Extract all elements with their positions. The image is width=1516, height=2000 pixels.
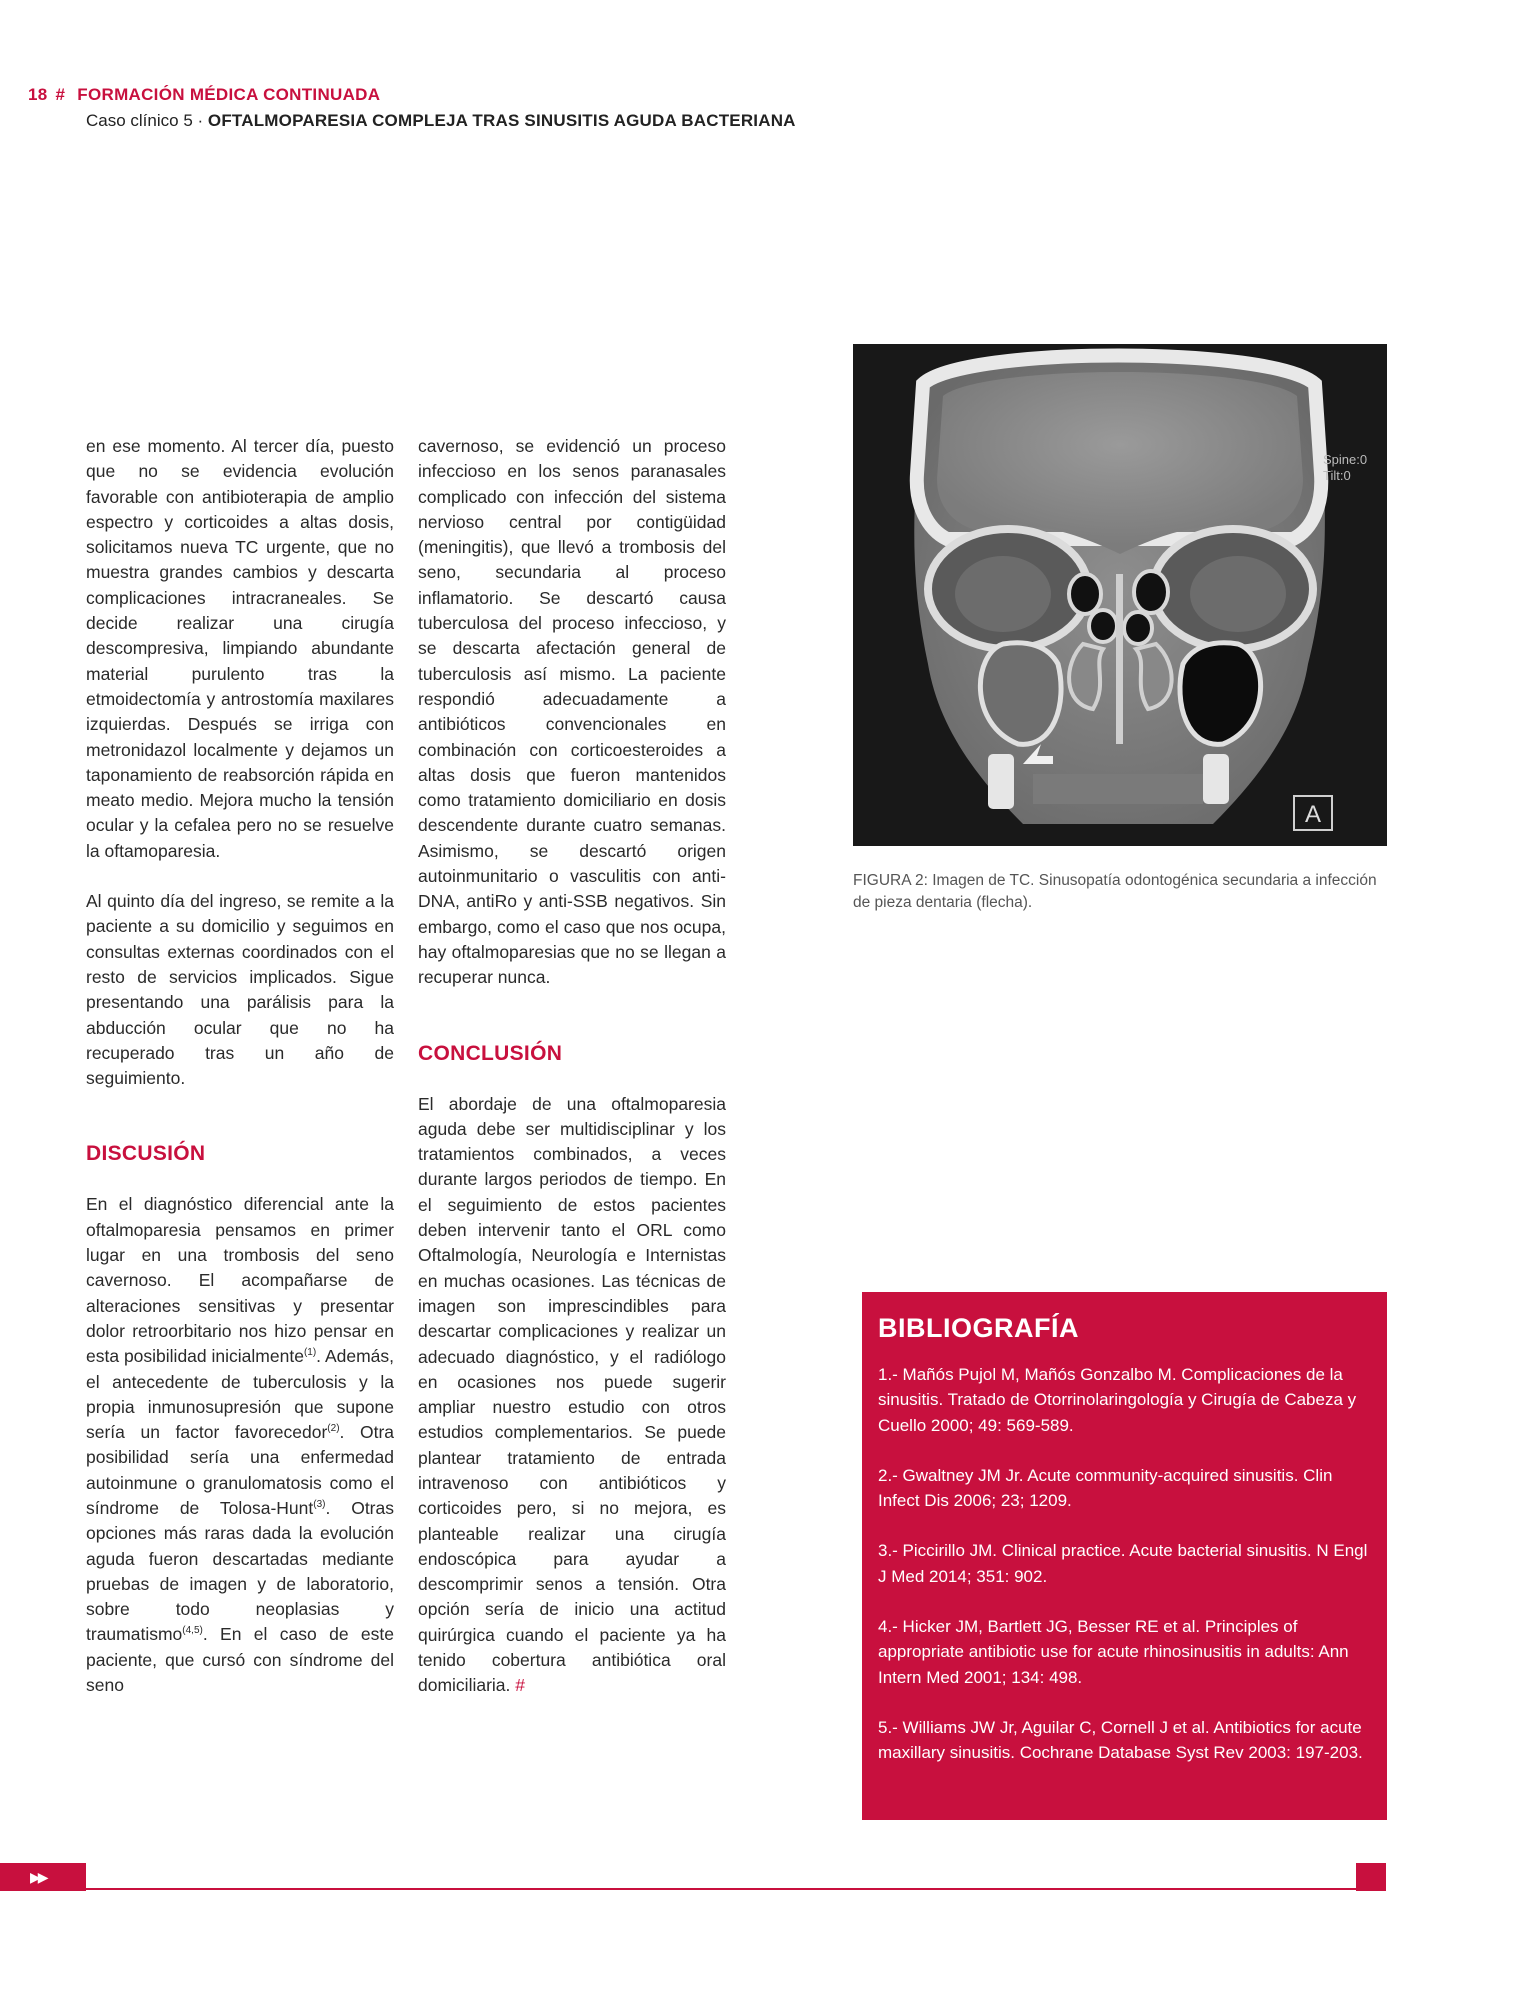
text-column-2 (418, 434, 726, 1699)
text-column-1 (86, 434, 394, 1698)
page-number: 18 (28, 85, 48, 104)
conclusion-paragraph (418, 1092, 726, 1699)
header-case-line (86, 110, 1228, 132)
running-header (28, 84, 1228, 132)
text-run: El abordaje de una oftalmoparesia aguda debe ser multidisciplinar y los tratamientos combinados, a veces durante largos periodos de tiempo. En el seguimiento de estos pacientes deben intervenir tanto el ORL como Oftalmología, Neurología e Internistas en muchas ocasiones. Las técnicas de imagen son imprescindibles para descartar complicaciones y realizar un adecuado diagnóstico, y el radiólogo en ocasiones nos puede sugerir ampliar nuestro estudio con otros estudios complementarios. Se puede plantear tratamiento de entrada intravenoso con antibióticos y corticoides pero, si no mejora, es planteable realizar una cirugía endoscópica para ayudar a descomprimir senos a tensión. Otra opción sería de inicio una actitud quirúrgica cuando el paciente ya ha tenido cobertura antibiótica oral domiciliaria. (418, 1093, 726, 1696)
forward-arrows-icon: ▶▶ (30, 1869, 46, 1885)
text-run: . Otra posibilidad sería una enfermedad autoinmune o granulomatosis como el síndrome de Tolosa-Hunt (86, 1422, 395, 1518)
text-run: . En el caso de este paciente, que cursó con síndrome del seno (86, 1624, 394, 1696)
conclusion-heading: CONCLUSIÓN (418, 1041, 563, 1065)
footer-rule (86, 1888, 1356, 1890)
ct-scan-image (853, 344, 1387, 846)
citation: (3) (313, 1499, 326, 1511)
bibliography-entry: 2.- Gwaltney JM Jr. Acute community-acquired sinusitis. Clin Infect Dis 2006; 23; 1209. (878, 1465, 1333, 1511)
text-run: En el diagnóstico diferencial ante la oftalmoparesia pensamos en primer lugar en una trombosis del seno cavernoso. El acompañarse de alteraciones sensitivas y presentar dolor retroorbitario nos hizo pensar en esta posibilidad inicialmente (86, 1194, 394, 1367)
ct-scan-drawing (853, 344, 1387, 846)
paragraph: cavernoso, se evidenció un proceso infeccioso en los senos paranasales complicado con infección del sistema nervioso central por contigüidad (meningitis), que llevó a trombosis del seno, secundaria al proceso inflamatorio. Se descartó causa tuberculosa del proceso infeccioso, y se descarta afectación general de tuberculosis así mismo. La paciente respondió adecuadamente a antibióticos convencionales en combinación con corticoesteroides a altas dosis que fueron mantenidos como tratamiento domiciliario en dosis descendente durante cuatro semanas. Asimismo, se descartó origen autoinmunitario o vasculitis con anti-DNA, antiRo y anti-SSB negativos. Sin embargo, como el caso que nos ocupa, hay oftalmoparesias que no se llegan a recuperar nunca. (418, 436, 726, 988)
bibliography-entry: 3.- Piccirillo JM. Clinical practice. Acute bacterial sinusitis. N Engl J Med 2014; 351: 902. (878, 1541, 1368, 1586)
bibliography-entry: 1.- Mañós Pujol M, Mañós Gonzalbo M. Complicaciones de la sinusitis. Tratado de Otorrinolaringología y Cirugía de Cabeza y Cuello 2000; 49: 569-589. (878, 1365, 1357, 1435)
case-prefix: Caso clínico 5 · (86, 111, 204, 130)
text-run: . Otras opciones más raras dada la evolución aguda fueron descartadas mediante pruebas de imagen y de laboratorio, sobre todo neoplasias y traumatismo (86, 1497, 394, 1645)
header-hash-mark: # (55, 85, 66, 104)
ct-overlay-text: Tilt:0 (1323, 468, 1351, 483)
citation: (2) (327, 1423, 340, 1435)
figure-caption: FIGURA 2: Imagen de TC. Sinusopatía odontogénica secundaria a infección de pieza dentaria (flecha). (853, 872, 1377, 911)
discussion-paragraph (86, 1192, 394, 1698)
paragraph: en ese momento. Al tercer día, puesto que no se evidencia evolución favorable con antibioterapia de amplio espectro y corticoides a altas dosis, solicitamos nueva TC urgente, que no muestra grandes cambios y descarta complicaciones intracraneales. Se decide realizar una cirugía descompresiva, limpiando abundante material purulento tras la etmoidectomía y antrostomía maxilares izquierdas. Después se irriga con metronidazol localmente y dejamos un taponamiento de reabsorción rápida en meato medio. Mejora mucho la tensión ocular y la cefalea pero no se resuelve la oftamoparesia. (86, 436, 394, 861)
discussion-heading: DISCUSIÓN (86, 1142, 206, 1166)
citation: (4,5) (182, 1625, 203, 1637)
bibliography-heading: BIBLIOGRAFÍA (878, 1313, 1079, 1343)
bibliography-box (862, 1292, 1387, 1820)
end-hash-mark: # (515, 1675, 525, 1696)
header-section-line (28, 84, 1228, 106)
orientation-label: A (1304, 801, 1322, 828)
text-run: . Además, el antecedente de tuberculosis y la propia inmunosupresión que supone sería un factor favorecedor (86, 1346, 395, 1443)
citation: (1) (303, 1347, 317, 1359)
bibliography-entry: 5.- Williams JW Jr, Aguilar C, Cornell J et al. Antibiotics for acute maxillary sinusitis. Cochrane Database Syst Rev 2003: 197-203. (878, 1717, 1363, 1763)
section-name: FORMACIÓN MÉDICA CONTINUADA (77, 85, 381, 104)
footer-tab-right (1356, 1863, 1386, 1891)
bibliography-entry: 4.- Hicker JM, Bartlett JG, Besser RE et al. Principles of appropriate antibiotic use for acute rhinosinusitis in adults: Ann Intern Med 2001; 134: 498. (878, 1617, 1349, 1687)
ct-overlay-text: Spine:0 (1323, 452, 1368, 467)
paragraph: Al quinto día del ingreso, se remite a la paciente a su domicilio y seguimos en consultas externas coordinados con el resto de servicios implicados. Sigue presentando una parálisis para la abducción ocular que no ha recuperado tras un año de seguimiento. (86, 891, 394, 1089)
case-title: OFTALMOPARESIA COMPLEJA TRAS SINUSITIS AGUDA BACTERIANA (207, 111, 796, 130)
